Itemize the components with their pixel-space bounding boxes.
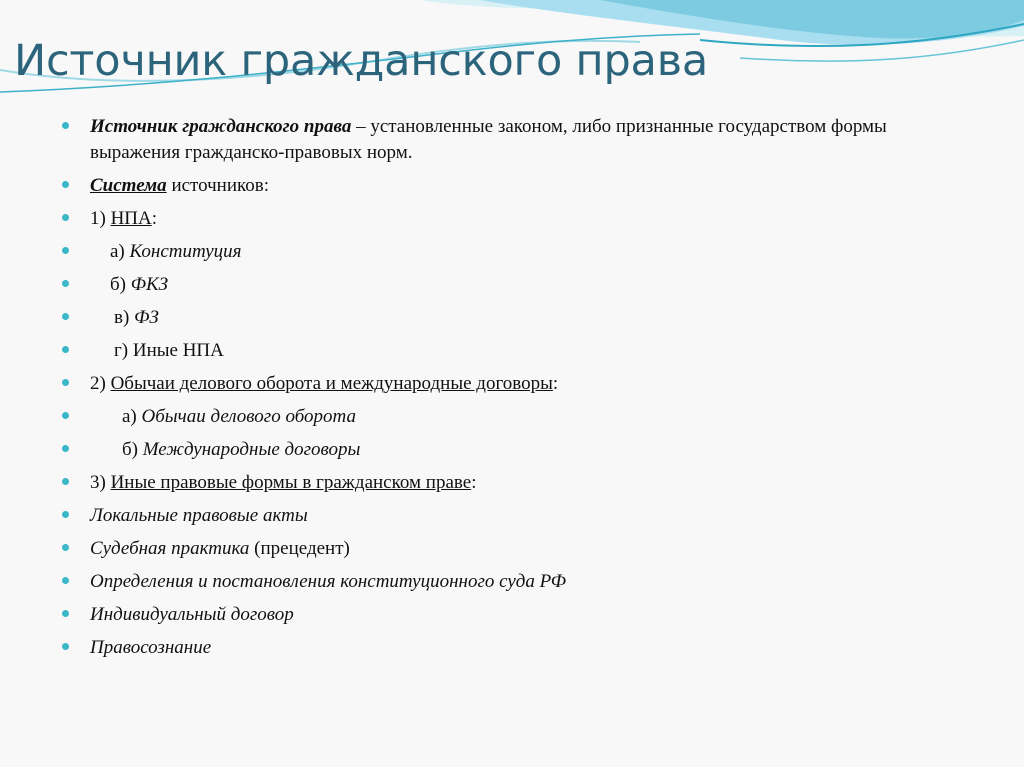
bullet-icon [62, 577, 69, 584]
item-suffix: : [471, 472, 477, 493]
list-item [62, 569, 962, 595]
item-text: источников: [166, 175, 270, 196]
bullet-icon [62, 214, 69, 221]
list-item-npa [62, 206, 962, 232]
bullet-icon [62, 544, 69, 551]
item-prefix: 3) [90, 472, 111, 493]
item-text: Индивидуальный договор [90, 604, 294, 625]
bullet-icon [62, 412, 69, 419]
item-text: г) Иные НПА [114, 340, 224, 361]
list-item-sub [62, 437, 962, 463]
item-label: Иные правовые формы в гражданском праве [110, 472, 472, 493]
item-text: ФЗ [134, 307, 159, 328]
list-item-definition [62, 114, 962, 166]
item-text: Обычаи делового оборота [141, 406, 356, 427]
bullet-icon [62, 445, 69, 452]
bullet-icon [62, 346, 69, 353]
list-item-sub [62, 338, 962, 364]
item-prefix: 1) [90, 208, 111, 229]
list-item-customs [62, 371, 962, 397]
item-suffix: : [552, 373, 559, 394]
item-text: ФКЗ [130, 274, 169, 295]
bullet-icon [62, 511, 69, 518]
bullet-icon [62, 181, 69, 188]
list-item [62, 536, 962, 562]
bullet-icon [62, 247, 69, 254]
bullet-icon [62, 610, 69, 617]
definition-text: – установленные законом, либо признанные государством формы выражения гражданско-правовых норм. [90, 116, 887, 163]
item-text: Конституция [129, 241, 242, 262]
list-item [62, 635, 962, 661]
list-item-sub [62, 239, 962, 265]
item-text: Локальные правовые акты [90, 505, 308, 526]
bullet-list [62, 114, 962, 668]
slide-title: Источник гражданского права [14, 36, 708, 86]
item-label: Обычаи делового оборота и международные договоры [110, 373, 553, 394]
item-label: НПА [110, 208, 152, 229]
item-suffix: : [151, 208, 158, 229]
bullet-icon [62, 478, 69, 485]
item-text: Правосознание [90, 637, 212, 658]
item-text: Определения и постановления конституционного суда РФ [90, 571, 567, 592]
bullet-icon [62, 643, 69, 650]
list-item [62, 602, 962, 628]
item-prefix: а) [110, 241, 130, 262]
term-bold: Система [90, 175, 167, 196]
list-item-sub [62, 404, 962, 430]
item-prefix: в) [114, 307, 135, 328]
term-bold: Источник гражданского права [90, 116, 352, 137]
bullet-icon [62, 280, 69, 287]
item-prefix: б) [122, 439, 143, 460]
item-prefix: а) [122, 406, 142, 427]
item-text: Международные договоры [142, 439, 361, 460]
item-prefix: б) [110, 274, 131, 295]
list-item [62, 503, 962, 529]
list-item-other-forms [62, 470, 962, 496]
list-item-sub [62, 305, 962, 331]
item-suffix: (прецедент) [249, 538, 350, 559]
list-item-system [62, 173, 962, 199]
bullet-icon [62, 122, 69, 129]
bullet-icon [62, 379, 69, 386]
item-prefix: 2) [90, 373, 111, 394]
item-text: Судебная практика [90, 538, 250, 559]
bullet-icon [62, 313, 69, 320]
list-item-sub [62, 272, 962, 298]
